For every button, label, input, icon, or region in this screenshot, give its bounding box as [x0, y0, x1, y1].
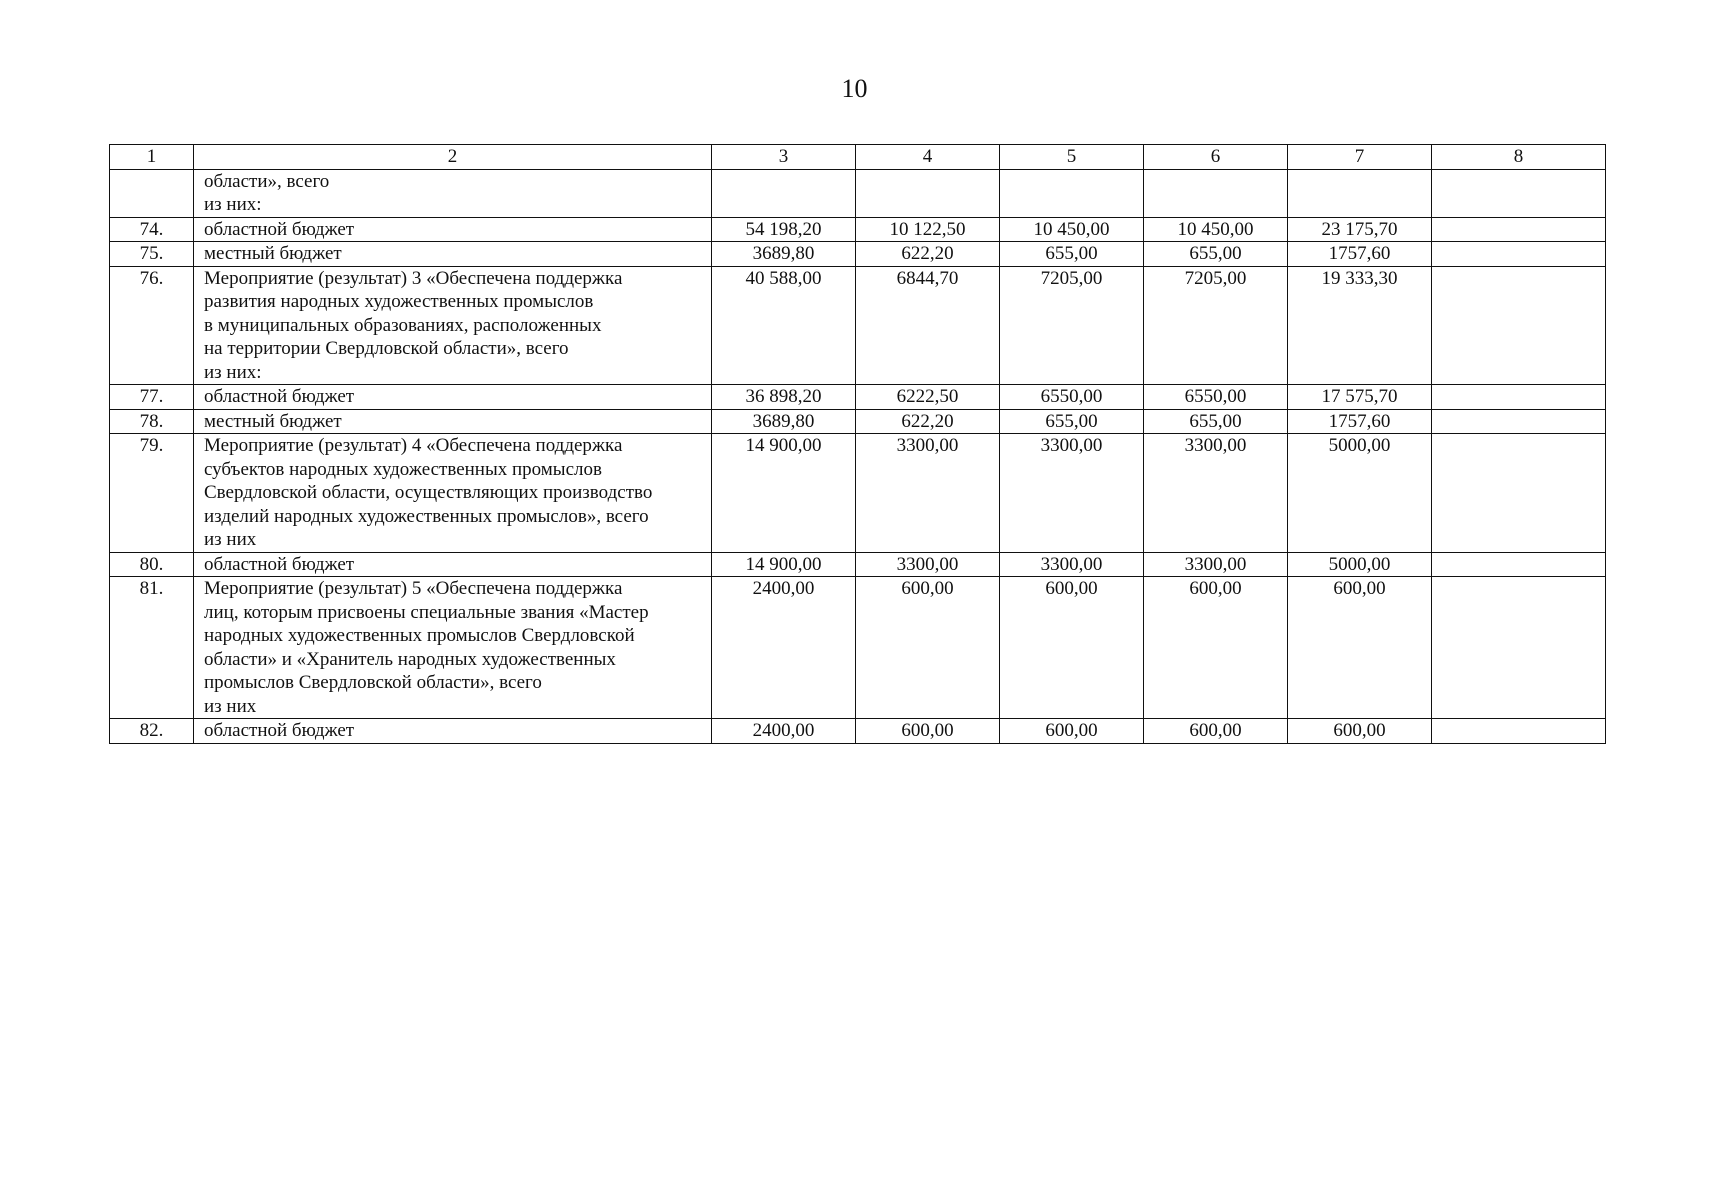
value-cell-col3: 14 900,00	[712, 434, 856, 553]
value-cell-col7: 5000,00	[1288, 434, 1432, 553]
value-cell-col7: 23 175,70	[1288, 217, 1432, 242]
value-cell-col8	[1432, 169, 1606, 217]
value-cell-col7: 600,00	[1288, 719, 1432, 744]
value-cell-col8	[1432, 217, 1606, 242]
value-cell-col4: 3300,00	[856, 552, 1000, 577]
table-row	[110, 169, 1606, 217]
value-cell-col6: 655,00	[1144, 409, 1288, 434]
value-cell-col6: 10 450,00	[1144, 217, 1288, 242]
value-cell-col8	[1432, 409, 1606, 434]
value-cell-col3: 14 900,00	[712, 552, 856, 577]
row-number: 79.	[110, 434, 194, 553]
column-header: 6	[1144, 145, 1288, 170]
value-cell-col3: 40 588,00	[712, 266, 856, 385]
table-row	[110, 217, 1606, 242]
column-header: 5	[1000, 145, 1144, 170]
row-number	[110, 169, 194, 217]
table-row	[110, 552, 1606, 577]
table-row	[110, 385, 1606, 410]
value-cell-col7: 600,00	[1288, 577, 1432, 719]
value-cell-col8	[1432, 577, 1606, 719]
column-header: 2	[194, 145, 712, 170]
value-cell-col4: 622,20	[856, 242, 1000, 267]
value-cell-col5: 3300,00	[1000, 552, 1144, 577]
column-header: 3	[712, 145, 856, 170]
row-number: 76.	[110, 266, 194, 385]
value-cell-col3: 2400,00	[712, 577, 856, 719]
column-header: 1	[110, 145, 194, 170]
value-cell-col4: 6222,50	[856, 385, 1000, 410]
value-cell-col6: 600,00	[1144, 577, 1288, 719]
value-cell-col8	[1432, 385, 1606, 410]
value-cell-col7	[1288, 169, 1432, 217]
value-cell-col5: 7205,00	[1000, 266, 1144, 385]
row-description: Мероприятие (результат) 5 «Обеспечена поддержка лиц, которым присвоены специальные звания «Мастер народных художественных промыслов Свердловской области» и «Хранитель народных художественных промыслов Свердловской области», всего из них	[194, 577, 712, 719]
table-row	[110, 266, 1606, 385]
column-header: 8	[1432, 145, 1606, 170]
value-cell-col3	[712, 169, 856, 217]
value-cell-col7: 19 333,30	[1288, 266, 1432, 385]
value-cell-col6	[1144, 169, 1288, 217]
row-number: 77.	[110, 385, 194, 410]
value-cell-col5: 3300,00	[1000, 434, 1144, 553]
value-cell-col4: 6844,70	[856, 266, 1000, 385]
value-cell-col3: 3689,80	[712, 242, 856, 267]
row-description: Мероприятие (результат) 4 «Обеспечена поддержка субъектов народных художественных промыслов Свердловской области, осуществляющих производство изделий народных художественных промыслов», всего из них	[194, 434, 712, 553]
value-cell-col6: 655,00	[1144, 242, 1288, 267]
row-description: Мероприятие (результат) 3 «Обеспечена поддержка развития народных художественных промыслов в муниципальных образованиях, расположенных на территории Свердловской области», всего из них:	[194, 266, 712, 385]
row-number: 82.	[110, 719, 194, 744]
row-number: 74.	[110, 217, 194, 242]
budget-table-body	[110, 145, 1606, 744]
value-cell-col8	[1432, 552, 1606, 577]
value-cell-col7: 17 575,70	[1288, 385, 1432, 410]
row-description: областной бюджет	[194, 552, 712, 577]
column-header: 7	[1288, 145, 1432, 170]
value-cell-col3: 2400,00	[712, 719, 856, 744]
value-cell-col6: 6550,00	[1144, 385, 1288, 410]
table-row	[110, 719, 1606, 744]
value-cell-col7: 1757,60	[1288, 242, 1432, 267]
value-cell-col5: 655,00	[1000, 409, 1144, 434]
value-cell-col6: 600,00	[1144, 719, 1288, 744]
value-cell-col8	[1432, 719, 1606, 744]
row-description: местный бюджет	[194, 409, 712, 434]
table-row	[110, 242, 1606, 267]
row-description: областной бюджет	[194, 719, 712, 744]
row-number: 80.	[110, 552, 194, 577]
value-cell-col8	[1432, 242, 1606, 267]
value-cell-col4: 10 122,50	[856, 217, 1000, 242]
table-row	[110, 409, 1606, 434]
value-cell-col4: 600,00	[856, 577, 1000, 719]
value-cell-col4: 3300,00	[856, 434, 1000, 553]
row-description: местный бюджет	[194, 242, 712, 267]
value-cell-col6: 3300,00	[1144, 434, 1288, 553]
value-cell-col8	[1432, 266, 1606, 385]
value-cell-col4: 600,00	[856, 719, 1000, 744]
value-cell-col7: 1757,60	[1288, 409, 1432, 434]
value-cell-col5: 6550,00	[1000, 385, 1144, 410]
row-description: областной бюджет	[194, 385, 712, 410]
value-cell-col3: 36 898,20	[712, 385, 856, 410]
value-cell-col5: 655,00	[1000, 242, 1144, 267]
value-cell-col4	[856, 169, 1000, 217]
row-number: 78.	[110, 409, 194, 434]
table-header-row	[110, 145, 1606, 170]
table-row	[110, 577, 1606, 719]
value-cell-col5: 10 450,00	[1000, 217, 1144, 242]
value-cell-col4: 622,20	[856, 409, 1000, 434]
value-cell-col8	[1432, 434, 1606, 553]
row-number: 81.	[110, 577, 194, 719]
value-cell-col5: 600,00	[1000, 577, 1144, 719]
row-description: области», всего из них:	[194, 169, 712, 217]
value-cell-col5	[1000, 169, 1144, 217]
row-description: областной бюджет	[194, 217, 712, 242]
column-header: 4	[856, 145, 1000, 170]
budget-table	[109, 144, 1606, 744]
value-cell-col3: 3689,80	[712, 409, 856, 434]
value-cell-col7: 5000,00	[1288, 552, 1432, 577]
value-cell-col6: 7205,00	[1144, 266, 1288, 385]
row-number: 75.	[110, 242, 194, 267]
table-row	[110, 434, 1606, 553]
value-cell-col3: 54 198,20	[712, 217, 856, 242]
value-cell-col6: 3300,00	[1144, 552, 1288, 577]
value-cell-col5: 600,00	[1000, 719, 1144, 744]
page-number: 10	[841, 74, 868, 103]
